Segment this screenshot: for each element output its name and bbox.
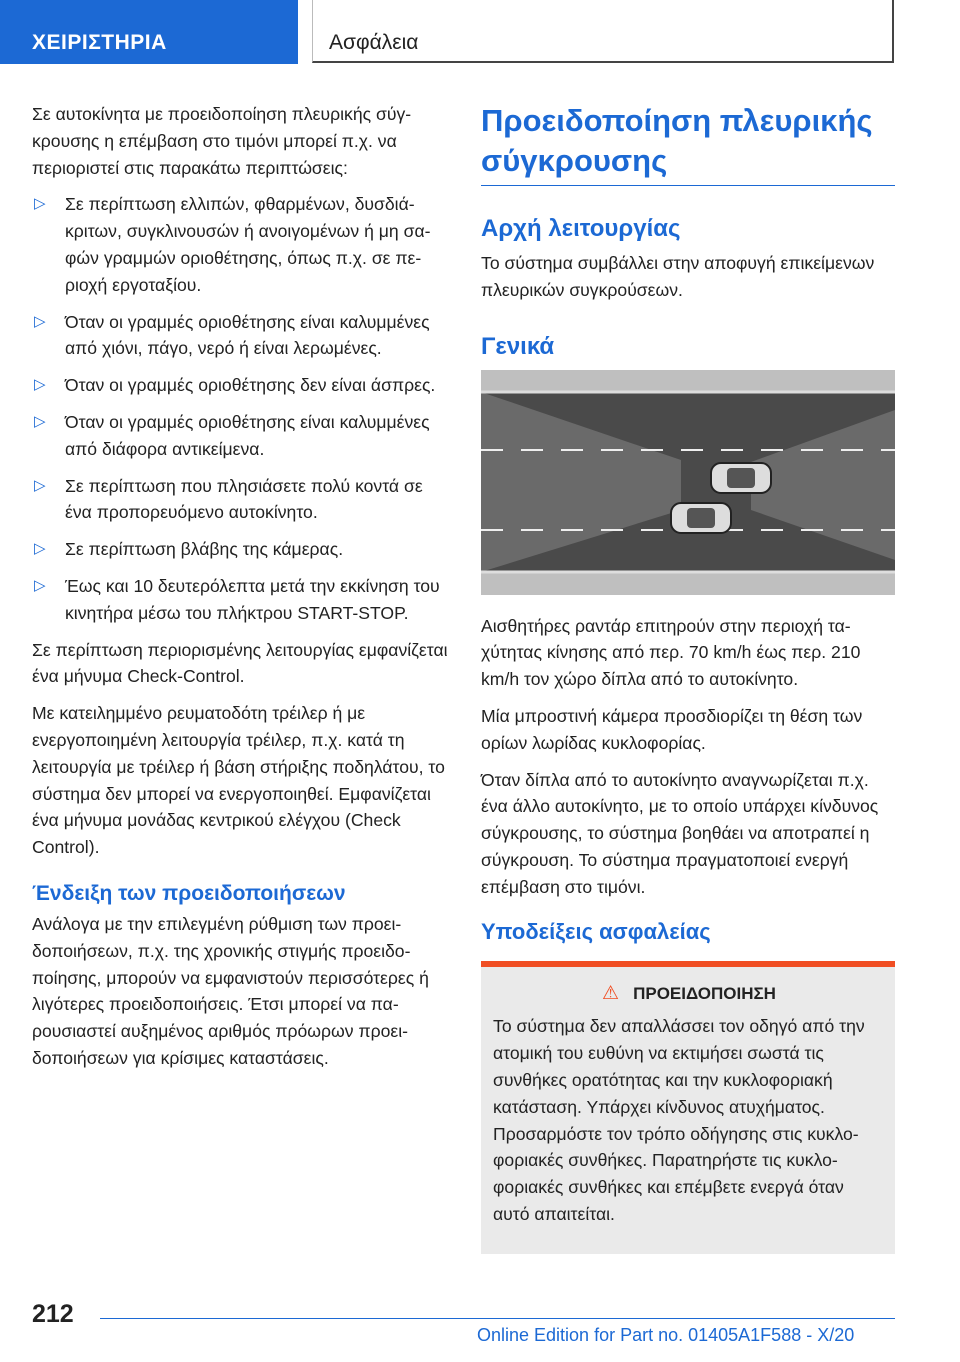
- warning-header: [493, 981, 885, 1008]
- warning-box: [481, 961, 895, 1254]
- check-control-paragraph: Σε περίπτωση περιορισμένης λειτουργίας εμφανίζεται ένα μήνυμα Check-Control.: [32, 639, 448, 687]
- radar-illustration: [481, 370, 895, 595]
- page-number: 212: [32, 1300, 74, 1328]
- triangle-bullet-icon: ▷: [34, 576, 46, 594]
- road-radar-icon: [481, 370, 895, 595]
- warning-triangle-icon: ⚠: [602, 982, 620, 1004]
- list-item: ▷ Σε περίπτωση βλάβης της κάμερας.: [32, 536, 452, 563]
- list-item: ▷ Σε περίπτωση ελλιπών, φθαρμένων, δυσδιάκριτων, συγκλινουσών ή ανοιγομένων ή μη σαφών γραμμών οριοθέτησης, όπως π.χ. σε περιοχή εργοταξίου.: [32, 191, 452, 298]
- general-heading: Γενικά: [481, 332, 555, 360]
- footer-edition: Online Edition for Part no. 01405A1F588 - X/20: [477, 1325, 855, 1345]
- warnings-display-paragraph: Ανάλογα με την επιλεγμένη ρύθμιση των προειδοποιήσεων, π.χ. της χρονικής στιγμής προειδοποίησης, μπορούν να εμφανιστούν περισσότερες ή λιγότερες προειδοποιήσεις. Έτσι μπορεί να παρουσιαστεί αυξημένος αριθμός πρόωρων προειδοποιήσεων για κρίσιμες καταστάσεις.: [32, 913, 429, 1068]
- limitations-list: [32, 191, 452, 626]
- triangle-bullet-icon: ▷: [34, 412, 46, 430]
- principle-heading: Αρχή λειτουργίας: [481, 215, 681, 242]
- intro-paragraph: Σε αυτοκίνητα με προειδοποίηση πλευρικής σύγκρουσης η επέμβαση στο τιμόνι μπορεί π.χ. να περιοριστεί στις παρακάτω περιπτώσεις:: [32, 104, 412, 178]
- header-chapter-label: Ασφάλεια: [329, 31, 419, 54]
- right-column: [481, 101, 895, 1254]
- safety-heading: Υποδείξεις ασφαλείας: [481, 918, 711, 944]
- list-item: ▷ Έως και 10 δευτερόλεπτα μετά την εκκίνηση του κινητήρα μέσω του πλήκτρου START-STOP.: [32, 573, 452, 627]
- general-paragraph-2: Μία μπροστινή κάμερα προσδιορίζει τη θέση των ορίων λωρίδας κυκλοφορίας.: [481, 705, 863, 753]
- triangle-bullet-icon: ▷: [34, 195, 46, 213]
- header-chapter-tab: [312, 0, 894, 63]
- list-item: ▷ Σε περίπτωση που πλησιάσετε πολύ κοντά σε ένα προπορευόμενο αυτοκίνητο.: [32, 473, 452, 527]
- trailer-paragraph: Με κατειλημμένο ρευματοδότη τρέιλερ ή με ενεργοποιημένη λειτουργία τρέιλερ, π.χ. κατά τη λειτουργία με τρέιλερ ή βάση στήριξης ποδηλάτου, το σύστημα δεν μπορεί να ενεργοποιηθεί. Εμφανίζεται ένα μήνυμα μονάδας κεντρικού ελέγχου (Check Control).: [32, 703, 445, 858]
- header-section-tab: [0, 0, 298, 64]
- warning-title: ΠΡΟΕΙΔΟΠΟΙΗΣΗ: [633, 983, 776, 1003]
- list-item: ▷ Όταν οι γραμμές οριοθέτησης είναι καλυμμένες από διάφορα αντικείμενα.: [32, 409, 452, 463]
- left-column: [32, 101, 452, 1082]
- warning-text: Το σύστημα δεν απαλλάσσει τον οδηγό από την ατομική του ευθύνη να εκτιμήσει σωστά τις συνθήκες ορατότητας και την κυκλοφοριακή κατάσταση. Υπάρχει κίνδυνος ατυχήματος. Προσαρμόστε τον τρόπο οδήγησης στις κυκλοφοριακές συνθήκες. Παρατηρήστε τις κυκλοφοριακές συνθήκες και επέμβετε ενεργά όταν αυτό απαιτείται.: [493, 1016, 865, 1224]
- triangle-bullet-icon: ▷: [34, 312, 46, 330]
- page-title: Προειδοποίηση πλευρικής σύγκρουσης: [481, 101, 895, 186]
- header-section-label: ΧΕΙΡΙΣΤΗΡΙΑ: [32, 31, 167, 54]
- list-item: ▷ Όταν οι γραμμές οριοθέτησης είναι καλυμμένες από χιόνι, πάγο, νερό ή είναι λερωμένες.: [32, 309, 452, 363]
- list-item: ▷ Όταν οι γραμμές οριοθέτησης δεν είναι άσπρες.: [32, 372, 452, 399]
- triangle-bullet-icon: ▷: [34, 476, 46, 494]
- general-paragraph-1: Αισθητήρες ραντάρ επιτηρούν στην περιοχή ταχύτητας κίνησης από περ. 70 km/h έως περ. 210 km/h τον χώρο δίπλα από το αυτοκίνητο.: [481, 615, 861, 690]
- warnings-display-heading: Ένδειξη των προειδοποιήσεων: [32, 881, 346, 905]
- triangle-bullet-icon: ▷: [34, 376, 46, 394]
- triangle-bullet-icon: ▷: [34, 540, 46, 558]
- general-paragraph-3: Όταν δίπλα από το αυτοκίνητο αναγνωρίζεται π.χ. ένα άλλο αυτοκίνητο, με το οποίο υπάρχει κίνδυνος σύγκρουσης, το σύστημα βοηθάει να αποτραπεί η σύγκρουση. Το σύστημα πραγματοποιεί ενεργή επέμβαση στο τιμόνι.: [481, 769, 879, 897]
- footer-divider: [100, 1318, 895, 1319]
- principle-paragraph: Το σύστημα συμβάλλει στην αποφυγή επικείμενων πλευρικών συγκρούσεων.: [481, 253, 875, 300]
